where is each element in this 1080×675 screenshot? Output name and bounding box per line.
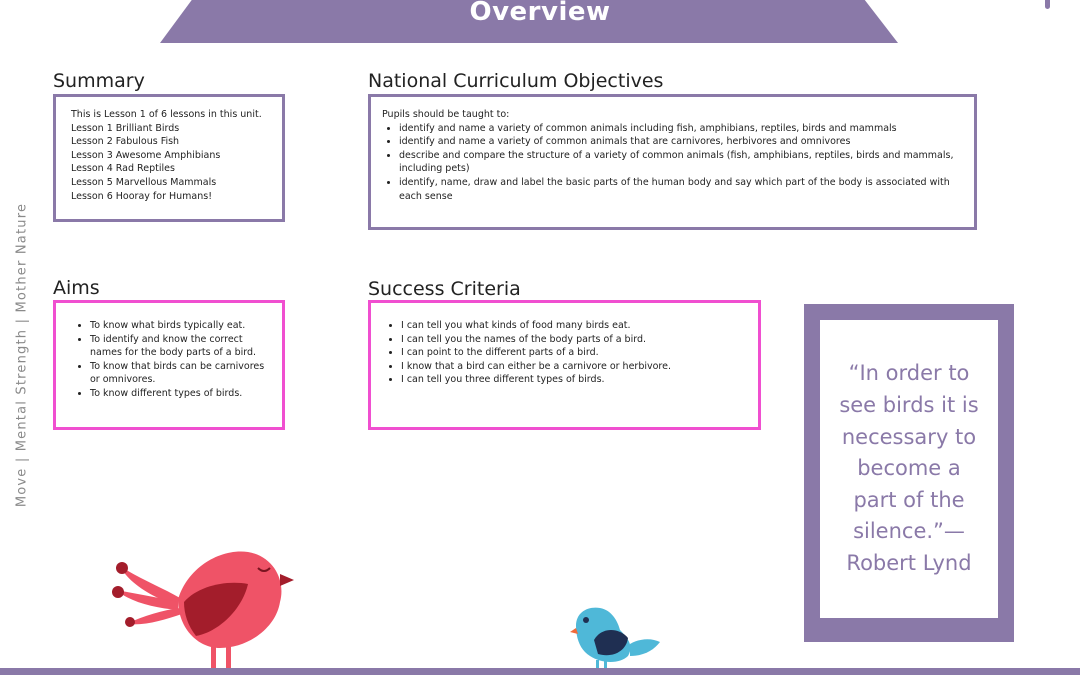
list-item: • I can tell you three different types of birds.	[401, 373, 750, 387]
summary-box	[53, 94, 285, 222]
summary-line: This is Lesson 1 of 6 lessons in this unit.	[71, 109, 262, 120]
list-item: • describe and compare the structure of a variety of common animals (fish, amphibians, reptiles, birds and mammals, including pets)	[399, 149, 956, 176]
success-box	[368, 300, 761, 430]
quote-text: “In order to see birds it is necessary to become a part of the silence.”— Robert Lynd	[839, 361, 979, 575]
list-item: • To identify and know the correct names for the body parts of a bird.	[90, 333, 274, 360]
list-item: • I can tell you the names of the body parts of a bird.	[401, 333, 750, 347]
quote-panel	[820, 320, 998, 618]
footer-bar	[0, 668, 1080, 675]
list-item: • I can point to the different parts of a bird.	[401, 346, 750, 360]
blue-bird-icon	[572, 604, 662, 670]
aims-list	[73, 319, 274, 401]
side-label: Move | Mental Strength | Mother Nature	[14, 202, 30, 508]
summary-line: Lesson 4 Rad Reptiles	[71, 163, 175, 175]
list-item: • identify and name a variety of common animals including fish, amphibians, reptiles, birds and mammals	[399, 122, 956, 136]
list-item: • To know that birds can be carnivores or omnivores.	[90, 360, 274, 387]
objectives-heading: National Curriculum Objectives	[368, 70, 664, 92]
summary-line: Lesson 3 Awesome Amphibians	[71, 149, 221, 161]
success-list	[384, 319, 750, 387]
summary-heading: Summary	[53, 70, 145, 92]
list-item: • I can tell you what kinds of food many birds eat.	[401, 319, 750, 333]
list-item: • I know that a bird can either be a carnivore or herbivore.	[401, 360, 750, 374]
summary-line: Lesson 5 Marvellous Mammals	[71, 176, 217, 188]
summary-line: Lesson 2 Fabulous Fish	[71, 136, 180, 148]
list-item: • To know what birds typically eat.	[90, 319, 274, 333]
objectives-intro: Pupils should be taught to:	[382, 109, 510, 120]
success-heading: Success Criteria	[368, 278, 521, 300]
page-title: Overview	[469, 0, 611, 27]
summary-line: Lesson 6 Hooray for Humans!	[71, 190, 213, 202]
list-item: • To know different types of birds.	[90, 387, 274, 401]
quote-frame	[804, 304, 1014, 642]
list-item: • identify and name a variety of common animals that are carnivores, herbivores and omnivores	[399, 135, 956, 149]
objectives-box	[368, 94, 977, 230]
aims-heading: Aims	[53, 277, 100, 299]
objectives-list	[382, 122, 956, 204]
list-item: • identify, name, draw and label the basic parts of the human body and say which part of the body is associated with each sense	[399, 176, 956, 203]
corner-mark	[1045, 0, 1050, 9]
summary-line: Lesson 1 Brilliant Birds	[71, 122, 180, 134]
red-bird-icon	[108, 540, 298, 675]
aims-box	[53, 300, 285, 430]
